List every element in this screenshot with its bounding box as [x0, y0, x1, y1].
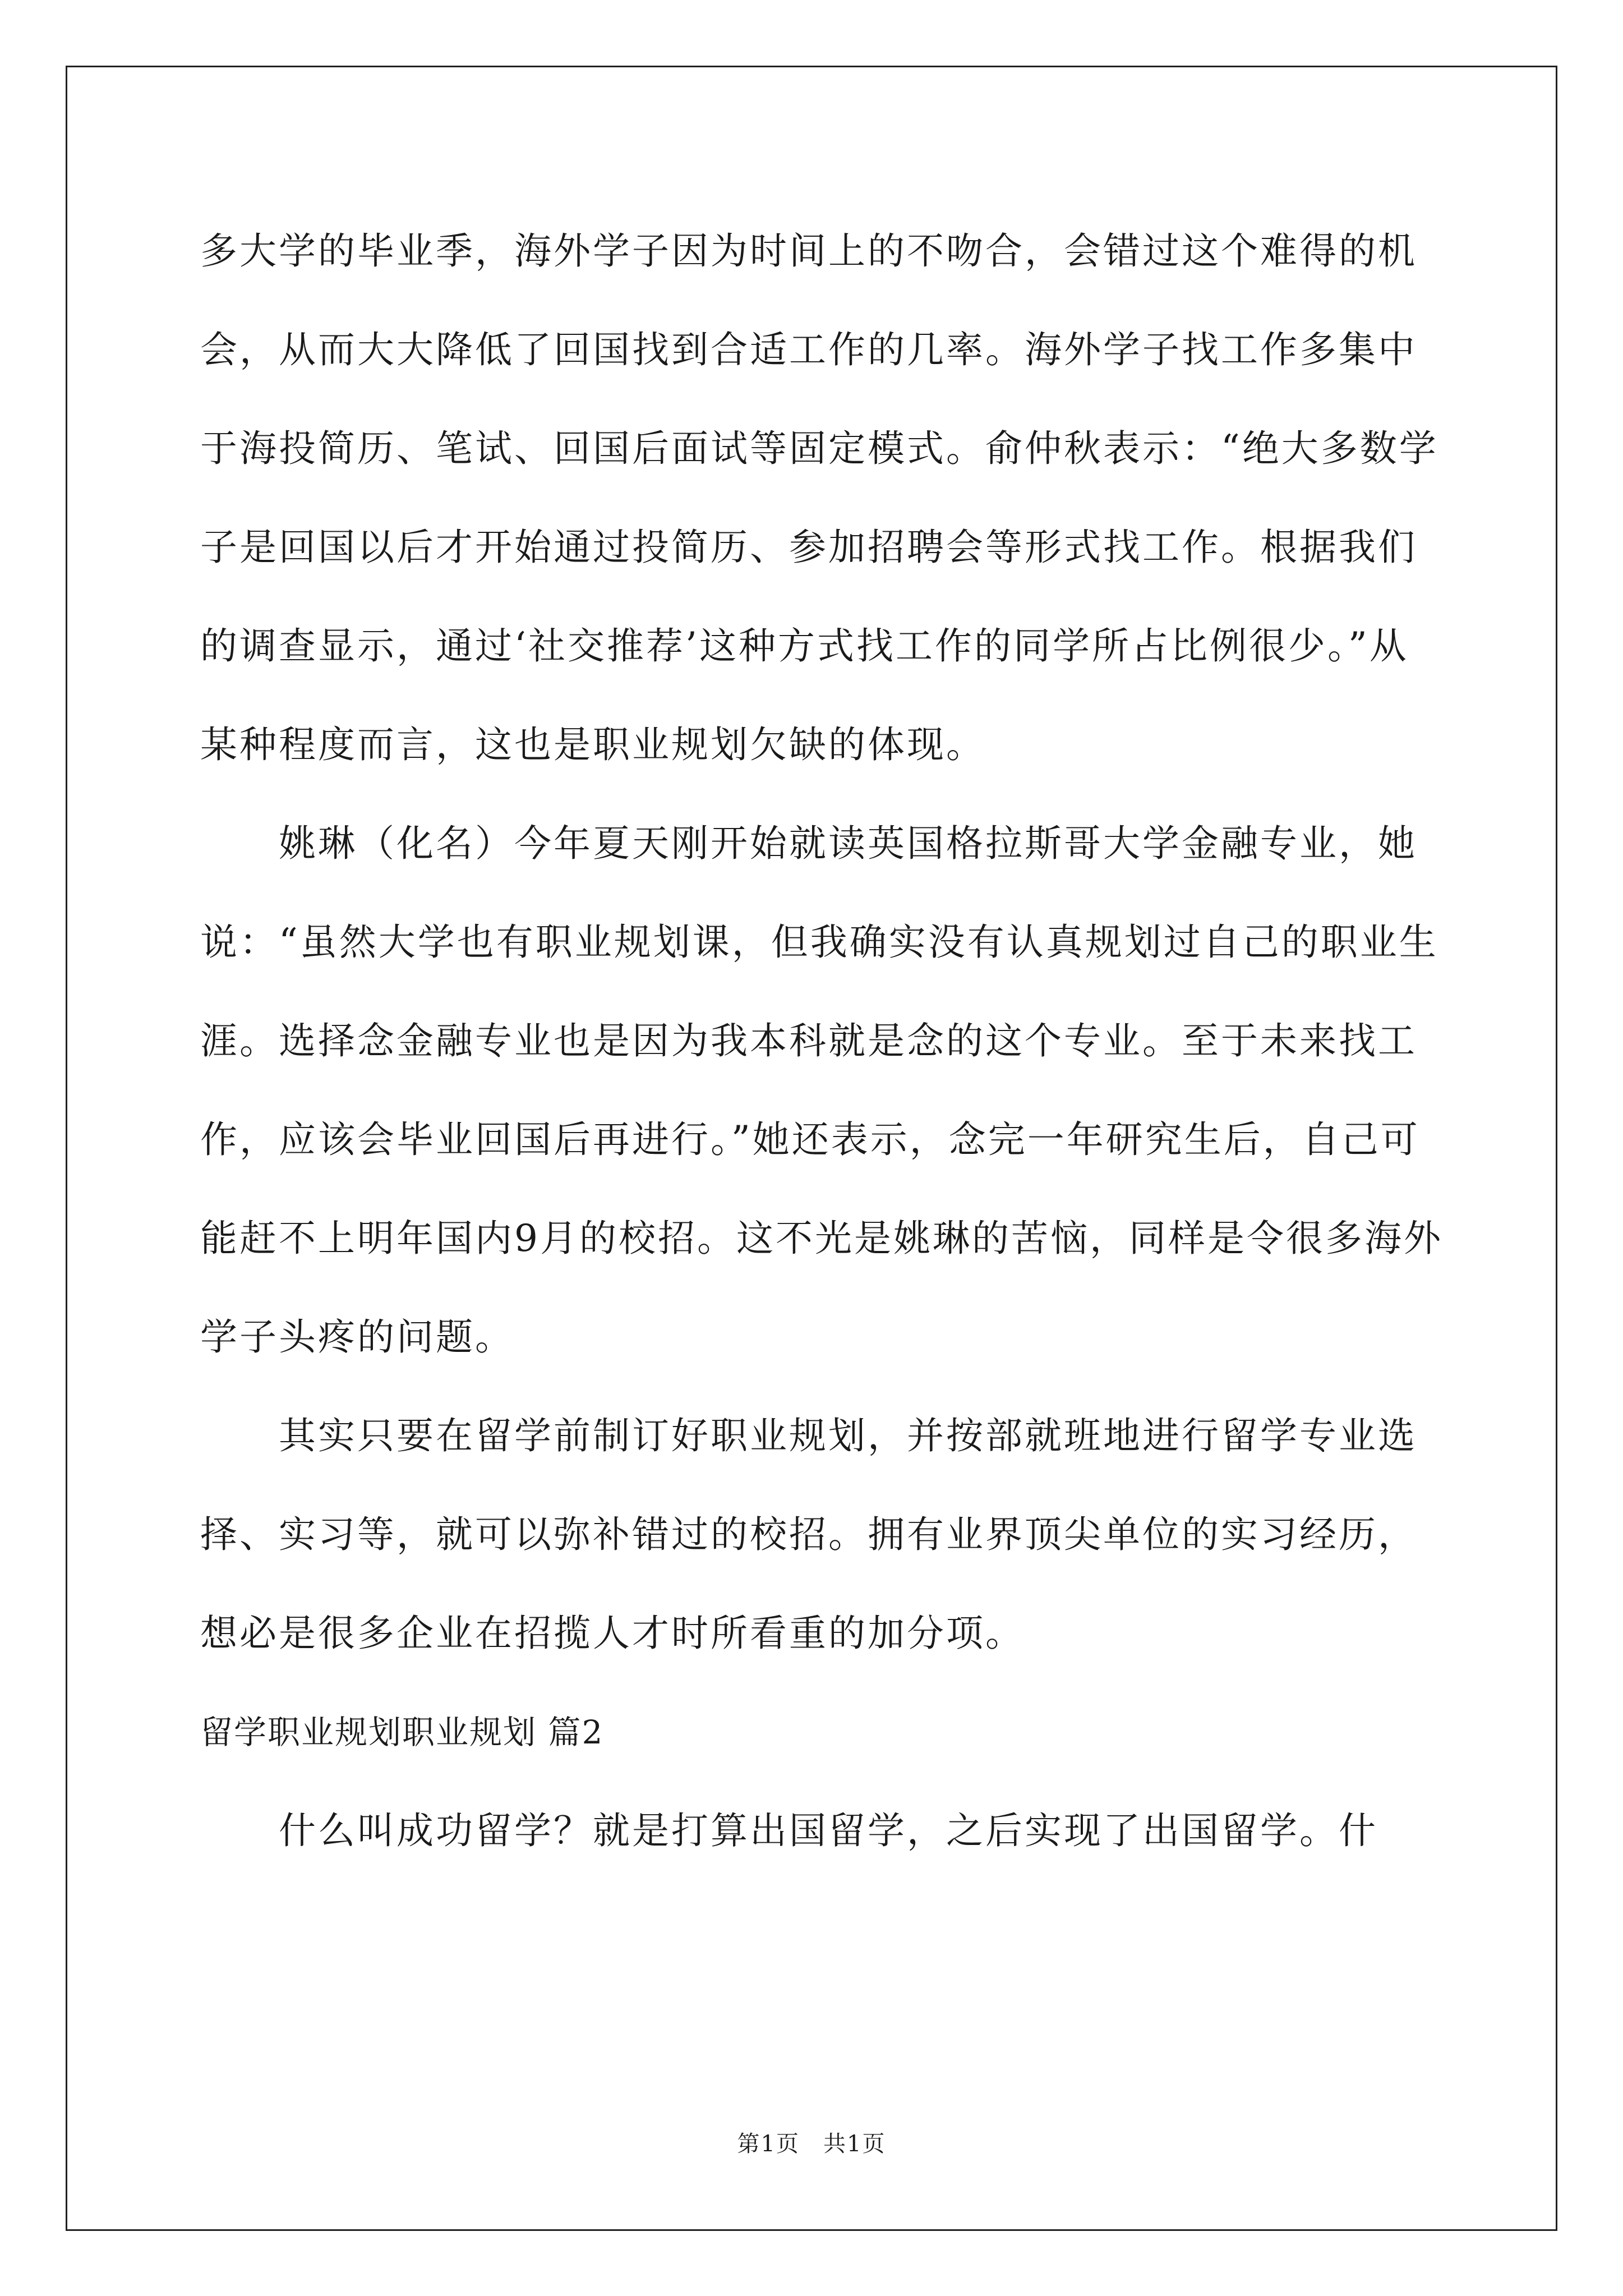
paragraph-4: 什么叫成功留学？就是打算出国留学，之后实现了出国留学。什 [279, 1809, 1378, 1852]
paragraph-1: 多大学的毕业季，海外学子因为时间上的不吻合，会错过这个难得的机会，从而大大降低了回国找到合适工作的几率。海外学子找工作多集中于海投简历、笔试、回国后面试等固定模式。俞仲秋表示：“绝大多数学子是回国以后才开始通过投简历、参加招聘会等形式找工作。根据我们的调查显示，通过‘社交推荐’这种方式找工作的同学所占比例很少。”从某种程度而言，这也是职业规划欠缺的体现。 [200, 229, 1438, 766]
paragraph-3: 其实只要在留学前制订好职业规划，并按部就班地进行留学专业选择、实习等，就可以弥补错过的校招。拥有业界顶尖单位的实习经历，想必是很多企业在招揽人才时所看重的加分项。 [200, 1414, 1417, 1655]
document-body [200, 202, 1445, 1880]
section-heading: 留学职业规划职业规划 篇2 [200, 1713, 604, 1751]
page-number: 第1页 共1页 [737, 2131, 886, 2157]
paragraph-2: 姚琳（化名）今年夏天刚开始就读英国格拉斯哥大学金融专业，她说：“虽然大学也有职业规划课，但我确实没有认真规划过自己的职业生涯。选择念金融专业也是因为我本科就是念的这个专业。至于未来找工作，应该会毕业回国后再进行。”她还表示，念完一年研究生后，自己可能赶不上明年国内9月的校招。这不光是姚琳的苦恼，同样是令很多海外学子头疼的问题。 [200, 822, 1443, 1359]
